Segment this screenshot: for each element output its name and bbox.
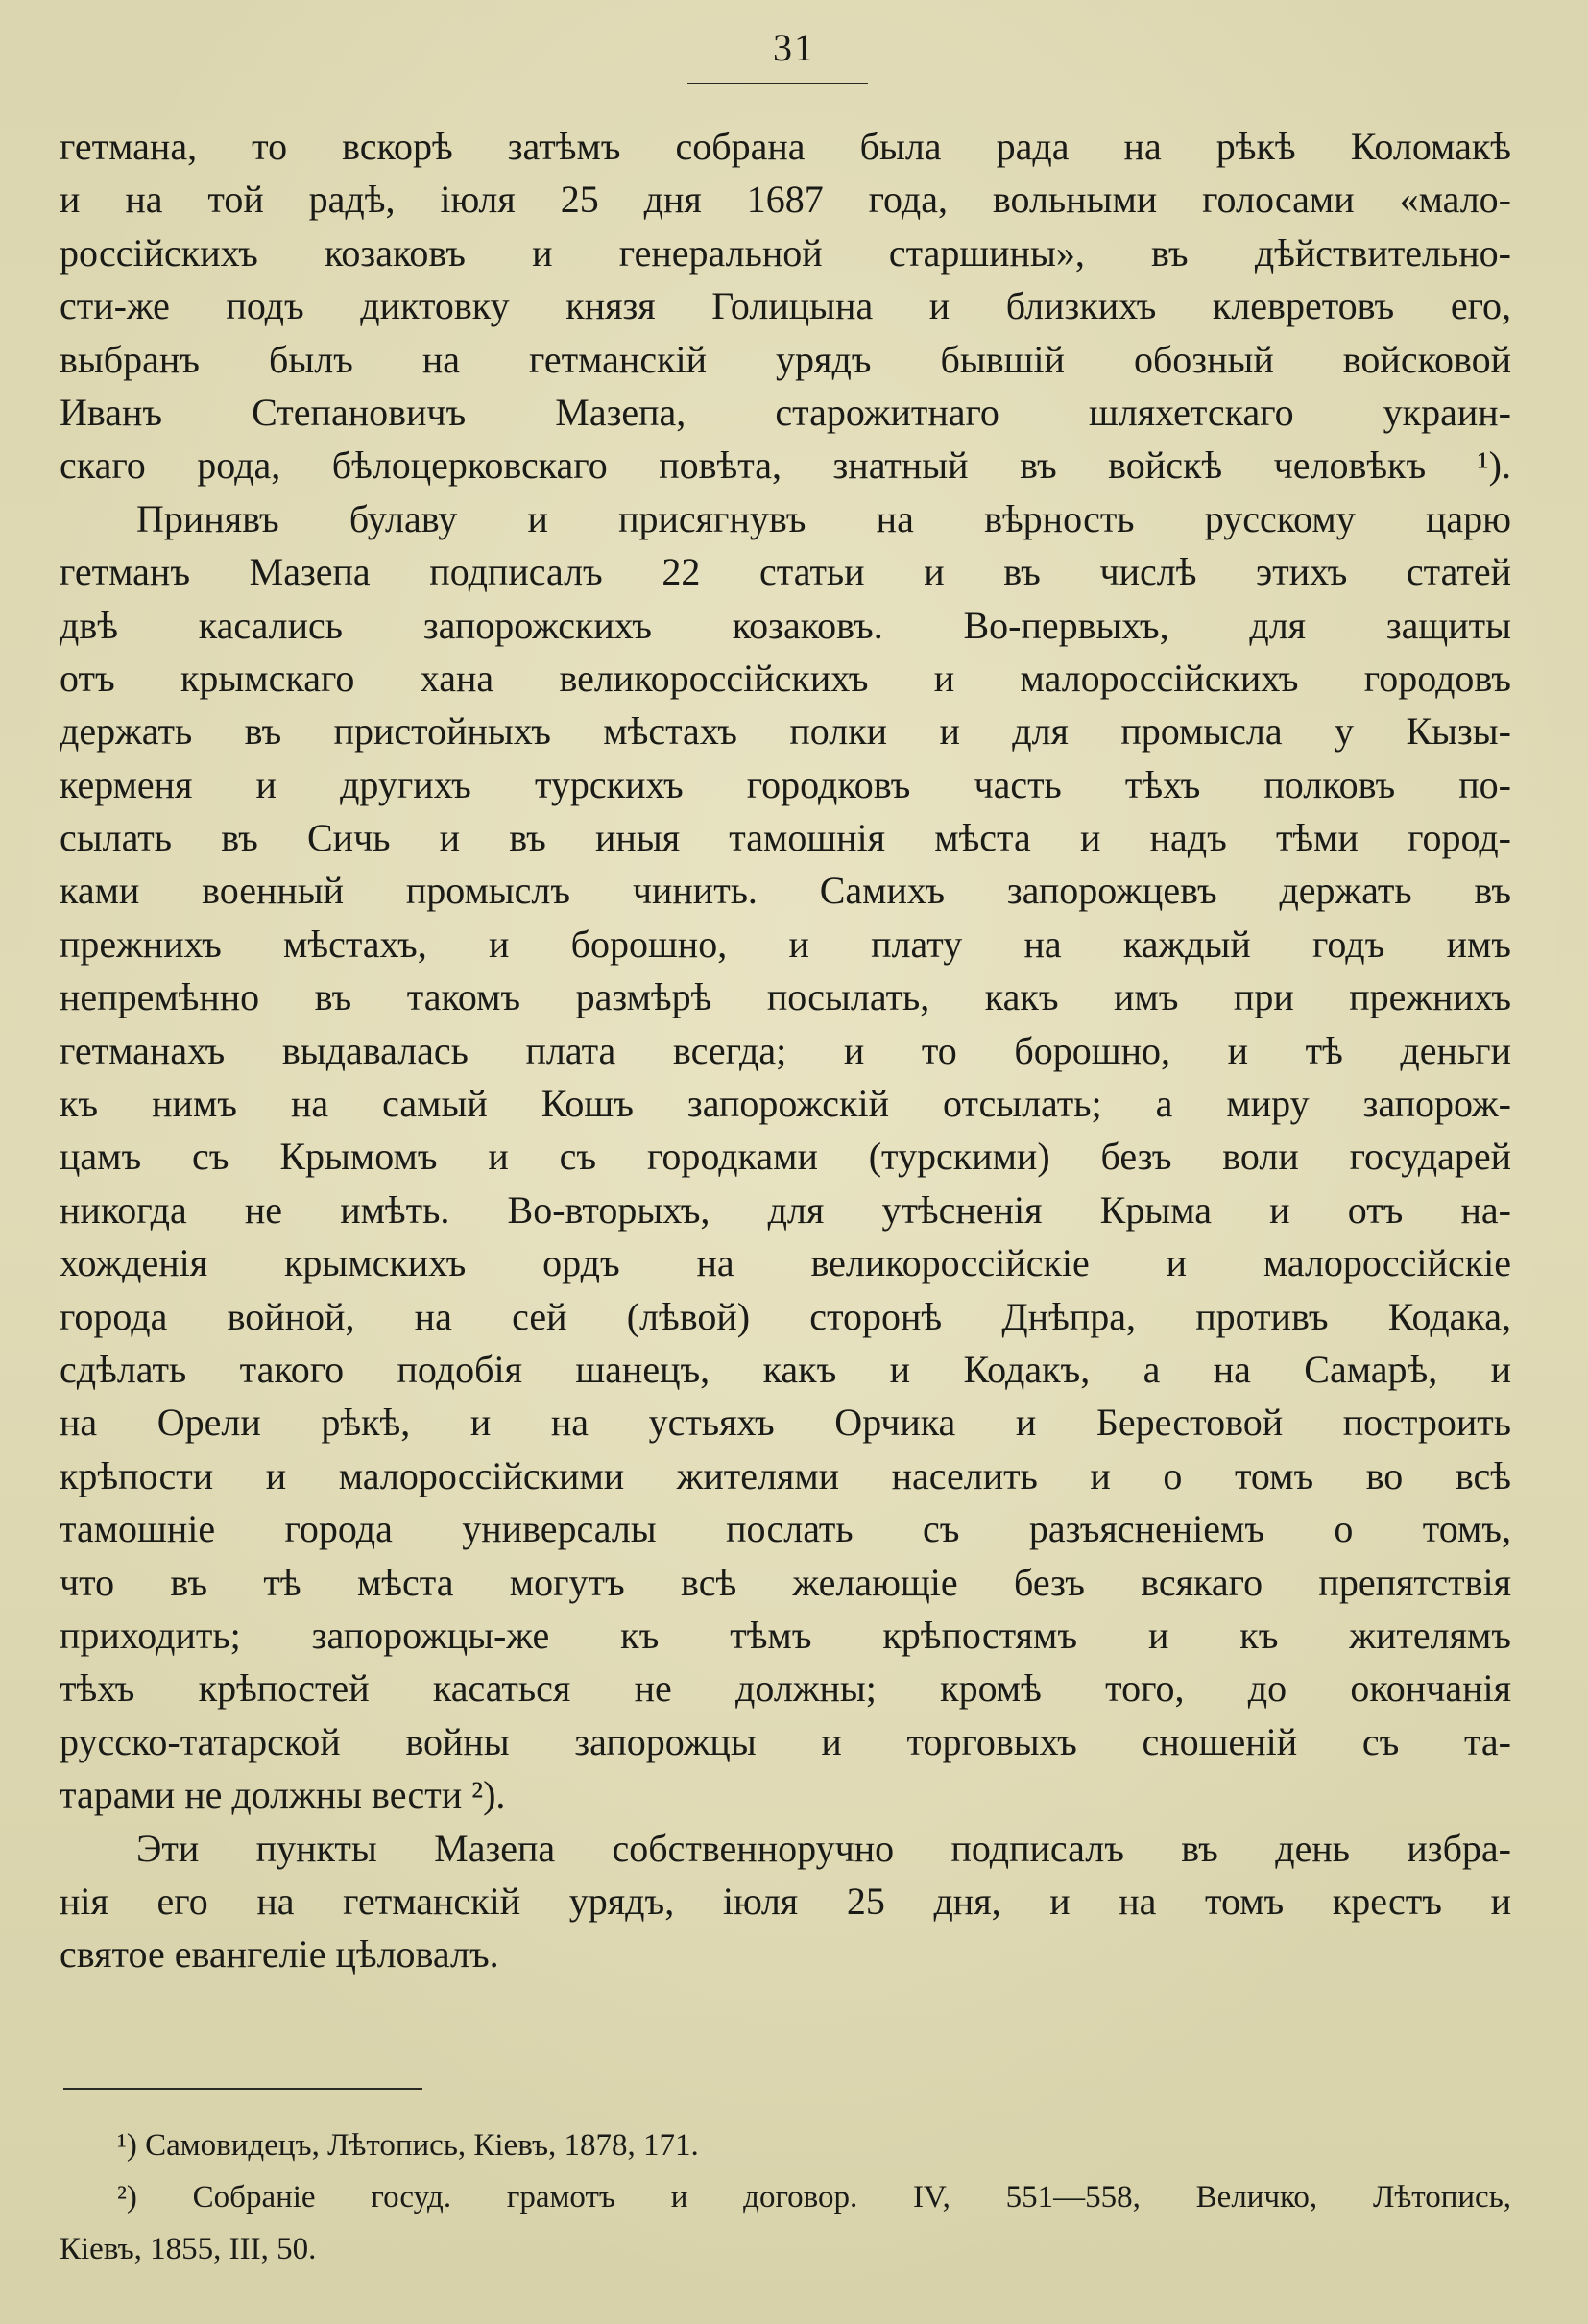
text-line: гетмана, то вскорѣ затѣмъ собрана была рада на рѣкѣ Коломакѣ	[60, 125, 1511, 168]
text-line: скаго рода, бѣлоцерковскаго повѣта, знатный въ войскѣ человѣкъ ¹).	[60, 443, 1511, 488]
text-line: выбранъ былъ на гетманскій урядъ бывшій обозный войсковой	[60, 337, 1511, 381]
text-line: сдѣлать такого подобія шанецъ, какъ и Кодакъ, а на Самарѣ, и	[60, 1347, 1511, 1391]
page-number: 31	[773, 26, 815, 69]
text-line: къ нимъ на самый Кошъ запорожскій отсылать; а миру запорож-	[60, 1082, 1511, 1126]
text-line: гетманахъ выдавалась плата всегда; и то борошно, и тѣ деньги	[60, 1028, 1511, 1072]
text-line: тѣхъ крѣпостей касаться не должны; кромѣ того, до окончанія	[60, 1666, 1511, 1711]
text-line: россійскихъ козаковъ и генеральной старшины», въ дѣйствительно-	[60, 230, 1511, 275]
text-line: приходить; запорожцы-же къ тѣмъ крѣпостямъ и къ жителямъ	[60, 1613, 1511, 1657]
text-line: ками военный промыслъ чинить. Самихъ запорожцевъ держать въ	[60, 869, 1511, 913]
text-line: святое евангеліе цѣловалъ.	[60, 1932, 499, 1977]
text-line: Эти пункты Мазепа собственноручно подписалъ въ день избра-	[136, 1826, 1511, 1870]
text-line: Иванъ Степановичъ Мазепа, старожитнаго шляхетскаго украин-	[60, 390, 1511, 434]
text-line: города войной, на сей (лѣвой) сторонѣ Днѣпра, противъ Кодака,	[60, 1294, 1511, 1338]
footnote-1: ¹) Самовидецъ, Лѣтопись, Кіевъ, 1878, 171.	[117, 2128, 699, 2163]
footnote-2-continuation: Кіевъ, 1855, III, 50.	[60, 2232, 317, 2266]
text-line: никогда не имѣть. Во-вторыхъ, для утѣсненія Крыма и отъ на-	[60, 1187, 1511, 1232]
footnotes	[60, 2120, 1511, 2275]
text-line: Принявъ булаву и присягнувъ на вѣрность русскому царю	[136, 496, 1511, 540]
text-line: цамъ съ Крымомъ и съ городками (турскими) безъ воли государей	[60, 1135, 1511, 1179]
text-line: хожденія крымскихъ ордъ на великороссійскіе и малороссійскіе	[60, 1241, 1511, 1285]
text-line: крѣпости и малороссійскими жителями населить и о томъ во всѣ	[60, 1453, 1511, 1497]
text-line: керменя и другихъ турскихъ городковъ часть тѣхъ полковъ по-	[60, 762, 1511, 806]
footnote-separator	[63, 2088, 422, 2090]
text-line: русско-татарской войны запорожцы и торговыхъ сношеній съ та-	[60, 1719, 1511, 1763]
text-line: тарами не должны вести ²).	[60, 1773, 506, 1817]
text-line: нія его на гетманскій урядъ, іюля 25 дня, и на томъ крестъ и	[60, 1879, 1511, 1923]
text-line: на Орели рѣкѣ, и на устьяхъ Орчика и Берестовой построить	[60, 1401, 1511, 1445]
text-line: что въ тѣ мѣста могутъ всѣ желающіе безъ всякаго препятствія	[60, 1560, 1511, 1604]
body-text	[60, 120, 1511, 1981]
text-line: гетманъ Мазепа подписалъ 22 статьи и въ числѣ этихъ статей	[60, 550, 1511, 594]
text-line: сылать въ Сичь и въ иныя тамошнія мѣста и надъ тѣми город-	[60, 816, 1511, 860]
text-line: и на той радѣ, іюля 25 дня 1687 года, вольными голосами «мало-	[60, 178, 1511, 222]
text-line: непремѣнно въ такомъ размѣрѣ посылать, какъ имъ при прежнихъ	[60, 975, 1511, 1019]
page-number-rule	[687, 83, 868, 84]
text-line: двѣ касались запорожскихъ козаковъ. Во-первыхъ, для защиты	[60, 603, 1511, 647]
footnote-2: ²) Собраніе госуд. грамотъ и договор. IV, 551—558, Величко, Лѣтопись,	[117, 2180, 1511, 2215]
text-line: отъ крымскаго хана великороссійскихъ и малороссійскихъ городовъ	[60, 656, 1511, 700]
text-line: сти-же подъ диктовку князя Голицына и близкихъ клевретовъ его,	[60, 284, 1511, 328]
text-line: держать въ пристойныхъ мѣстахъ полки и для промысла у Кызы-	[60, 709, 1511, 754]
text-line: тамошніе города универсалы послать съ разъясненіемъ о томъ,	[60, 1507, 1511, 1551]
text-line: прежнихъ мѣстахъ, и борошно, и плату на каждый годъ имъ	[60, 922, 1511, 966]
